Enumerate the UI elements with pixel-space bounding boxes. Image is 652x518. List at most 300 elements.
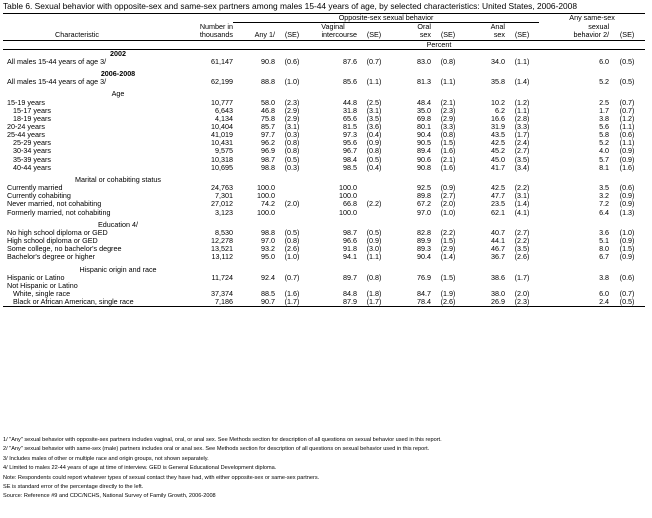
anal-cell: 23.5: [491, 200, 505, 209]
oral-se-cell: (1.6): [440, 163, 456, 172]
any-cell: 46.8: [261, 106, 275, 115]
vaginal-se-cell: (1.1): [366, 78, 382, 87]
any-cell: 98.8: [261, 163, 275, 172]
number-cell: 12,278: [211, 237, 233, 246]
table-row: [3, 139, 645, 147]
vaginal-cell: 66.8: [343, 200, 357, 209]
any-se-cell: (0.5): [284, 228, 300, 237]
same-sex-cell: 5.1: [599, 237, 610, 246]
number-header-line2: thousands: [199, 30, 233, 40]
vaginal-se-cell: [357, 209, 391, 217]
table-body: [3, 49, 645, 307]
section-row: [3, 266, 645, 274]
table-row: [3, 131, 645, 139]
vaginal-cell: 100.0: [339, 192, 357, 201]
oral-cell: 78.4: [417, 298, 431, 307]
row-label: Black or African American, single race: [13, 298, 134, 307]
same-sex-se-cell: (1.3): [619, 208, 635, 217]
number-cell: 11,724: [211, 273, 233, 282]
anal-se-cell: (1.2): [514, 98, 530, 107]
section-label: 2006-2008: [100, 70, 136, 79]
oral-cell: 35.0: [417, 106, 431, 115]
same-sex-se-cell: (0.5): [619, 78, 635, 87]
anal-se-cell: (3.5): [514, 155, 530, 164]
any-cell: 98.7: [261, 155, 275, 164]
number-cell: 27,012: [211, 200, 233, 209]
same-sex-cell: 4.0: [599, 147, 610, 156]
any-header: Any 1/: [254, 30, 275, 40]
anal-se-cell: (1.7): [514, 273, 530, 282]
same-sex-cell: 2.5: [599, 98, 610, 107]
any-se-cell: (1.6): [284, 289, 300, 298]
any-cell: 98.8: [261, 228, 275, 237]
footnotes: [3, 436, 442, 502]
same-sex-se-cell: (0.6): [619, 273, 635, 282]
anal-se-cell: (3.4): [514, 163, 530, 172]
oral-se-cell: (1.5): [440, 139, 456, 148]
anal-se-cell: (2.2): [514, 237, 530, 246]
table-row: [3, 156, 645, 164]
vaginal-cell: 100.0: [339, 208, 357, 217]
oral-cell: 67.2: [417, 200, 431, 209]
anal-cell: 38.6: [491, 273, 505, 282]
anal-se-cell: (1.1): [514, 57, 530, 66]
row-label: White, single race: [13, 289, 71, 298]
vaginal-cell: 97.3: [343, 131, 357, 140]
any-cell: 100.0: [257, 208, 275, 217]
number-cell: 3,123: [215, 208, 233, 217]
section-row: [3, 176, 645, 184]
vaginal-se-cell: (3.0): [366, 245, 382, 254]
anal-se-cell: (2.7): [514, 147, 530, 156]
anal-se-cell: (2.3): [514, 298, 530, 307]
oral-se-cell: (2.2): [440, 228, 456, 237]
anal-se-cell: (2.7): [514, 228, 530, 237]
any-se-cell: (2.3): [284, 98, 300, 107]
row-label: 15-17 years: [13, 106, 51, 115]
vaginal-se-cell: (3.5): [366, 114, 382, 123]
table-row: [3, 78, 645, 86]
vaginal-cell: 95.6: [343, 139, 357, 148]
same-sex-cell: 3.2: [599, 192, 610, 201]
section-label: Education 4/: [98, 220, 138, 229]
anal-cell: 41.7: [491, 163, 505, 172]
anal-se-cell: (2.0): [514, 289, 530, 298]
vaginal-se-cell: (1.7): [366, 298, 382, 307]
any-cell: 88.8: [261, 78, 275, 87]
number-cell: 10,318: [211, 155, 233, 164]
same-sex-se-cell: (0.9): [619, 192, 635, 201]
oral-cell: 89.3: [417, 245, 431, 254]
row-label: High school diploma or GED: [7, 237, 98, 246]
oral-se-cell: (0.9): [440, 184, 456, 193]
table-row: [3, 298, 645, 307]
vaginal-cell: 91.8: [343, 245, 357, 254]
oral-header: [391, 23, 431, 40]
table-header: [3, 14, 645, 50]
row-label: 20-24 years: [7, 123, 45, 132]
oral-cell: 83.0: [417, 57, 431, 66]
same-sex-cell: 1.7: [599, 106, 610, 115]
anal-cell: 40.7: [491, 228, 505, 237]
same-sex-se-cell: (0.9): [619, 147, 635, 156]
number-cell: 10,431: [211, 139, 233, 148]
vaginal-se-cell: (0.5): [366, 155, 382, 164]
anal-se-cell: (3.1): [514, 192, 530, 201]
any-se-cell: (0.3): [284, 163, 300, 172]
footnote: Note: Respondents could report whatever types of sexual contact they have had, with either opposite-sex or same-sex partners.: [3, 474, 320, 481]
vaginal-cell: 96.6: [343, 237, 357, 246]
anal-cell: 42.5: [491, 184, 505, 193]
any-se-cell: (0.8): [284, 237, 300, 246]
same-sex-se-cell: (1.1): [619, 123, 635, 132]
vaginal-se-cell: (3.6): [366, 123, 382, 132]
vaginal-cell: 81.5: [343, 123, 357, 132]
row-label: Currently cohabiting: [7, 192, 71, 201]
vaginal-cell: 44.8: [343, 98, 357, 107]
anal-se-cell: (4.1): [514, 208, 530, 217]
same-sex-se-cell: (0.7): [619, 98, 635, 107]
oral-se-cell: (0.8): [440, 57, 456, 66]
oral-cell: 90.5: [417, 139, 431, 148]
anal-se-header: (SE): [514, 30, 530, 40]
any-cell: 100.0: [257, 184, 275, 193]
any-cell: 100.0: [257, 192, 275, 201]
any-cell: 95.0: [261, 253, 275, 262]
row-label: Bachelor's degree or higher: [7, 253, 96, 262]
any-cell: 92.4: [261, 273, 275, 282]
oral-cell: 48.4: [417, 98, 431, 107]
anal-se-cell: (2.8): [514, 114, 530, 123]
vaginal-se-cell: (0.9): [366, 237, 382, 246]
same-sex-cell: 5.2: [599, 78, 610, 87]
anal-cell: 16.6: [491, 114, 505, 123]
row-label: Never married, not cohabiting: [7, 200, 102, 209]
vaginal-se-header: (SE): [366, 30, 382, 40]
row-label: All males 15-44 years of age 3/: [7, 78, 107, 87]
same-sex-cell: 8.0: [599, 245, 610, 254]
vaginal-cell: 98.7: [343, 228, 357, 237]
any-se-header: (SE): [284, 30, 300, 40]
any-se-cell: (0.8): [284, 139, 300, 148]
same-sex-se-cell: (0.6): [619, 184, 635, 193]
vaginal-cell: 87.6: [343, 57, 357, 66]
same-sex-cell: 5.8: [599, 131, 610, 140]
number-cell: 8,530: [215, 228, 233, 237]
same-sex-se-cell: (0.5): [619, 57, 635, 66]
same-sex-se-cell: (0.7): [619, 106, 635, 115]
data-table: [3, 13, 645, 307]
same-sex-se-cell: (0.5): [619, 298, 635, 307]
any-se-cell: (2.6): [284, 245, 300, 254]
oral-cell: 69.8: [417, 114, 431, 123]
oral-se-cell: (2.6): [440, 298, 456, 307]
oral-cell: 80.1: [417, 123, 431, 132]
footnote: SE is standard error of the percentage directly to the left.: [3, 484, 144, 491]
row-label: Hispanic or Latino: [7, 273, 65, 282]
oral-cell: 89.9: [417, 237, 431, 246]
anal-se-cell: (1.4): [514, 78, 530, 87]
anal-cell: 45.2: [491, 147, 505, 156]
vaginal-cell: 89.7: [343, 273, 357, 282]
same-sex-cell: 3.5: [599, 184, 610, 193]
any-cell: 88.5: [261, 289, 275, 298]
same-sex-se-cell: (1.6): [619, 163, 635, 172]
vaginal-se-cell: [357, 184, 391, 192]
any-se-cell: (0.6): [284, 57, 300, 66]
number-cell: 13,112: [211, 253, 233, 262]
table-row: [3, 274, 645, 282]
same-sex-cell: 2.4: [599, 298, 610, 307]
table-row: [3, 164, 645, 172]
anal-header-line1: Anal: [490, 22, 505, 32]
anal-cell: 47.7: [491, 192, 505, 201]
number-cell: 41,019: [211, 131, 233, 140]
section-label: Hispanic origin and race: [79, 265, 157, 274]
same-sex-se-cell: (0.7): [619, 289, 635, 298]
same-sex-se-header: (SE): [619, 30, 635, 40]
any-se-cell: (0.7): [284, 273, 300, 282]
any-cell: 74.2: [261, 200, 275, 209]
row-label: 40-44 years: [13, 163, 51, 172]
vaginal-se-cell: (0.7): [366, 57, 382, 66]
anal-se-cell: (3.3): [514, 123, 530, 132]
oral-se-cell: (1.0): [440, 208, 456, 217]
same-sex-cell: 3.8: [599, 114, 610, 123]
same-sex-cell: 5.2: [599, 139, 610, 148]
any-se-cell: (0.3): [284, 131, 300, 140]
same-sex-cell: 3.6: [599, 228, 610, 237]
same-sex-se-cell: (1.1): [619, 139, 635, 148]
any-se-cell: (2.0): [284, 200, 300, 209]
footnote: Source: Reference #9 and CDC/NCHS, National Survey of Family Growth, 2006-2008: [3, 493, 216, 500]
table-row: [3, 184, 645, 192]
oral-cell: 92.5: [417, 184, 431, 193]
vaginal-se-cell: (2.2): [366, 200, 382, 209]
row-label: 35-39 years: [13, 155, 51, 164]
number-header: [151, 14, 233, 41]
vaginal-cell: 65.6: [343, 114, 357, 123]
vaginal-se-cell: (0.4): [366, 163, 382, 172]
vaginal-cell: 31.8: [343, 106, 357, 115]
footnote: 1/ "Any" sexual behavior with opposite-sex partners includes vaginal, oral, or anal sex. See Methods section for description of all questions on sexual behavior used in this report.: [3, 437, 442, 443]
anal-cell: 42.5: [491, 139, 505, 148]
same-sex-cell: 8.1: [599, 163, 610, 172]
any-se-cell: (1.0): [284, 78, 300, 87]
vaginal-se-cell: (0.8): [366, 273, 382, 282]
row-label: 18-19 years: [13, 114, 51, 123]
any-se-cell: (3.1): [284, 123, 300, 132]
oral-se-cell: (2.3): [440, 106, 456, 115]
row-label: 25-29 years: [13, 139, 51, 148]
same-sex-se-cell: (1.0): [619, 228, 635, 237]
anal-cell: 45.0: [491, 155, 505, 164]
oral-se-cell: (1.1): [440, 78, 456, 87]
any-se-cell: (1.0): [284, 253, 300, 262]
number-cell: 7,301: [215, 192, 233, 201]
vaginal-se-cell: (0.5): [366, 228, 382, 237]
section-row: [3, 90, 645, 98]
number-cell: 4,134: [215, 114, 233, 123]
anal-header-line2: sex: [493, 30, 505, 40]
vaginal-cell: 85.6: [343, 78, 357, 87]
vaginal-cell: 84.8: [343, 289, 357, 298]
anal-cell: 10.2: [491, 98, 505, 107]
vaginal-cell: 87.9: [343, 298, 357, 307]
section-label: Age: [111, 90, 125, 99]
footnote: 4/ Limited to males 22-44 years of age at time of interview. GED is General Educational Development diploma.: [3, 465, 277, 472]
any-cell: 85.7: [261, 123, 275, 132]
vaginal-cell: 100.0: [339, 184, 357, 193]
table-row: [3, 107, 645, 115]
row-label: No high school diploma or GED: [7, 228, 108, 237]
any-cell: 97.7: [261, 131, 275, 140]
same-sex-cell: 7.2: [599, 200, 610, 209]
vaginal-se-cell: (2.5): [366, 98, 382, 107]
same-sex-se-cell: (1.5): [619, 245, 635, 254]
oral-se-cell: (2.7): [440, 192, 456, 201]
oral-cell: 82.8: [417, 228, 431, 237]
oral-cell: 90.6: [417, 155, 431, 164]
anal-cell: 44.1: [491, 237, 505, 246]
row-label: Formerly married, not cohabiting: [7, 208, 111, 217]
anal-cell: 62.1: [491, 208, 505, 217]
oral-se-cell: (2.9): [440, 245, 456, 254]
anal-se-cell: (1.7): [514, 131, 530, 140]
number-cell: 7,186: [215, 298, 233, 307]
oral-se-cell: (2.0): [440, 200, 456, 209]
row-label: Currently married: [7, 184, 63, 193]
oral-cell: 81.3: [417, 78, 431, 87]
any-cell: 96.9: [261, 147, 275, 156]
table-row: [3, 245, 645, 253]
same-sex-se-cell: (0.9): [619, 237, 635, 246]
oral-se-cell: (1.5): [440, 273, 456, 282]
anal-cell: 38.0: [491, 289, 505, 298]
anal-se-cell: (1.1): [514, 106, 530, 115]
table-row: [3, 147, 645, 155]
oral-se-cell: (1.4): [440, 253, 456, 262]
row-label: Not Hispanic or Latino: [7, 281, 78, 290]
oral-se-cell: (2.1): [440, 155, 456, 164]
vaginal-se-cell: (1.8): [366, 289, 382, 298]
section-label: 2002: [110, 49, 126, 58]
table-row: [3, 58, 645, 66]
same-sex-cell: 6.0: [599, 289, 610, 298]
table-row: [3, 253, 645, 261]
anal-cell: 43.5: [491, 131, 505, 140]
anal-cell: 6.2: [495, 106, 505, 115]
vaginal-cell: 96.7: [343, 147, 357, 156]
same-sex-header-line3: behavior 2/: [573, 30, 610, 40]
anal-se-cell: (3.5): [514, 245, 530, 254]
vaginal-cell: 98.5: [343, 163, 357, 172]
any-se-cell: (2.9): [284, 114, 300, 123]
anal-header: [465, 23, 505, 40]
same-sex-header-line2: sexual: [588, 22, 610, 32]
number-cell: 61,147: [211, 57, 233, 66]
number-cell: 6,643: [215, 106, 233, 115]
oral-se-cell: (1.6): [440, 147, 456, 156]
anal-cell: 34.0: [491, 57, 505, 66]
any-se-cell: (2.9): [284, 106, 300, 115]
number-header-line1: Number in: [199, 22, 233, 32]
oral-cell: 90.8: [417, 163, 431, 172]
same-sex-cell: 6.4: [599, 208, 610, 217]
same-sex-header-line1: Any same-sex: [569, 13, 615, 22]
vaginal-se-cell: [357, 192, 391, 200]
row-label: All males 15-44 years of age 3/: [7, 57, 107, 66]
footnote: 2/ "Any" sexual behavior with same-sex (male) partners includes oral or anal sex. See Methods section for description of all questions on sexual behavior used in this report.: [3, 446, 430, 453]
vaginal-se-cell: (0.4): [366, 131, 382, 140]
table-row: [3, 123, 645, 131]
footnote: 3/ Includes males of other or multiple race and origin groups, not shown separately.: [3, 455, 209, 462]
oral-cell: 89.4: [417, 147, 431, 156]
anal-cell: 35.8: [491, 78, 505, 87]
table-row: [3, 192, 645, 200]
number-cell: 62,199: [211, 78, 233, 87]
same-sex-se-cell: (0.9): [619, 200, 635, 209]
any-se-cell: [275, 209, 309, 217]
vaginal-header-line2: intercourse: [321, 30, 357, 40]
section-row: [3, 70, 645, 78]
same-sex-cell: 5.7: [599, 155, 610, 164]
oral-se-cell: (2.9): [440, 114, 456, 123]
any-cell: 75.8: [261, 114, 275, 123]
table-row: [3, 99, 645, 107]
same-sex-se-cell: (1.2): [619, 114, 635, 123]
opposite-sex-group-header: Opposite-sex sexual behavior: [233, 14, 539, 23]
number-cell: 9,575: [215, 147, 233, 156]
table-row: [3, 290, 645, 298]
oral-header-line1: Oral: [417, 22, 431, 32]
oral-cell: 97.0: [417, 208, 431, 217]
row-label: Some college, no bachelor's degree: [7, 245, 122, 254]
table-row: [3, 200, 645, 208]
vaginal-cell: 98.4: [343, 155, 357, 164]
oral-se-cell: (3.3): [440, 123, 456, 132]
group-label-row: [3, 282, 645, 290]
row-label: 15-19 years: [7, 98, 45, 107]
oral-se-cell: (1.9): [440, 289, 456, 298]
same-sex-se-cell: (0.6): [619, 131, 635, 140]
vaginal-header: [309, 23, 357, 40]
row-label: 25-44 years: [7, 131, 45, 140]
oral-se-cell: (2.1): [440, 98, 456, 107]
table-row: [3, 209, 645, 217]
same-sex-se-cell: (0.9): [619, 155, 635, 164]
any-se-cell: (0.5): [284, 155, 300, 164]
oral-se-cell: (0.8): [440, 131, 456, 140]
anal-cell: 26.9: [491, 298, 505, 307]
number-cell: 10,777: [211, 98, 233, 107]
any-se-cell: (1.7): [284, 298, 300, 307]
any-cell: 90.7: [261, 298, 275, 307]
table-row: [3, 237, 645, 245]
vaginal-se-cell: (0.8): [366, 147, 382, 156]
vaginal-cell: 94.1: [343, 253, 357, 262]
vaginal-se-cell: (1.1): [366, 253, 382, 262]
table-row: [3, 229, 645, 237]
any-cell: 58.0: [261, 98, 275, 107]
oral-cell: 89.8: [417, 192, 431, 201]
same-sex-cell: 3.8: [599, 273, 610, 282]
any-cell: 97.0: [261, 237, 275, 246]
vaginal-se-cell: (3.1): [366, 106, 382, 115]
any-cell: 96.2: [261, 139, 275, 148]
row-label: 30-34 years: [13, 147, 51, 156]
number-cell: 13,521: [211, 245, 233, 254]
